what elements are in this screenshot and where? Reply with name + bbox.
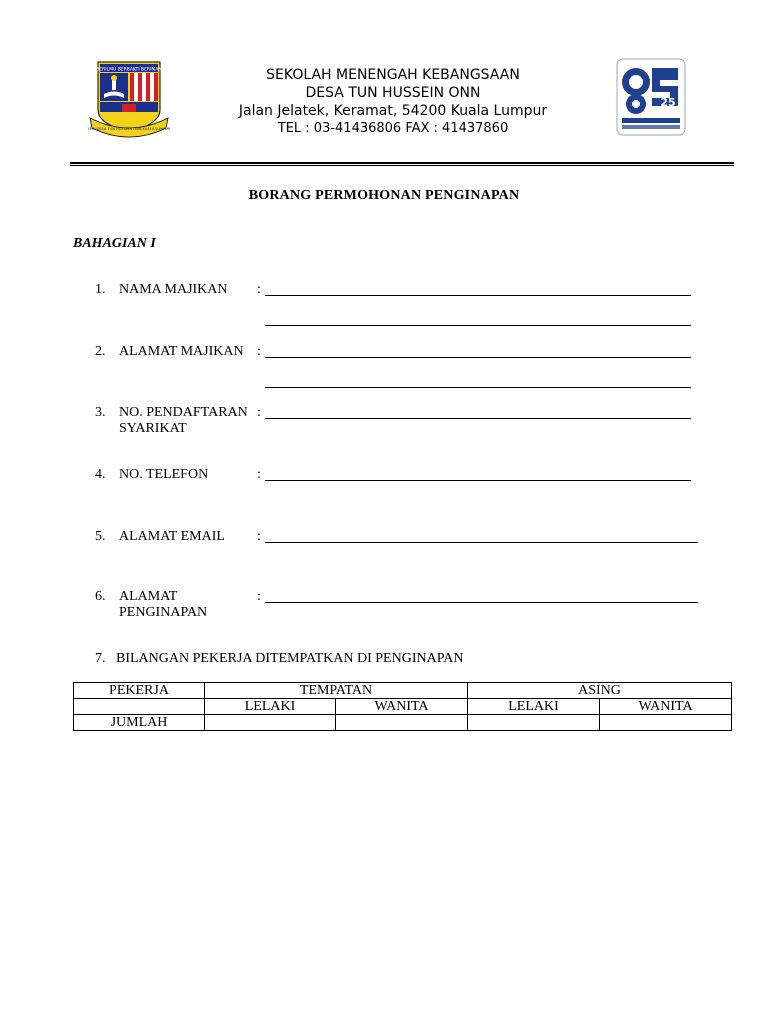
item-6-number: 6.: [95, 589, 106, 604]
item-7: [95, 651, 463, 667]
cell-asing-wanita[interactable]: [600, 715, 732, 731]
no-pendaftaran-line[interactable]: [265, 418, 691, 419]
item-4-colon: :: [257, 467, 261, 482]
cell-asing-lelaki[interactable]: [468, 715, 600, 731]
school-header: [200, 66, 586, 138]
subheader-asing-wanita: WANITA: [600, 699, 732, 715]
item-4-number: 4.: [95, 467, 106, 482]
cell-tempatan-wanita[interactable]: [336, 715, 468, 731]
school-name: SEKOLAH MENENGAH KEBANGSAAN: [266, 67, 520, 83]
school-address: Jalan Jelatek, Keramat, 54200 Kuala Lumpur: [238, 103, 548, 119]
table-header-row: [74, 683, 732, 699]
header-rule: [70, 162, 734, 164]
school-subname: DESA TUN HUSSEIN ONN: [305, 85, 481, 101]
alamat-majikan-line-2[interactable]: [265, 387, 691, 388]
item-3-number: 3.: [95, 405, 106, 420]
item-5-number: 5.: [95, 529, 106, 544]
subheader-tempatan-lelaki: LELAKI: [205, 699, 336, 715]
item-7-label: BILANGAN PEKERJA DITEMPATKAN DI PENGINAPAN: [116, 651, 464, 666]
item-2-number: 2.: [95, 344, 106, 359]
header-rule-thin: [70, 165, 734, 166]
alamat-penginapan-line[interactable]: [265, 602, 698, 603]
nama-majikan-line-2[interactable]: [265, 325, 691, 326]
anniversary-logo: [616, 58, 686, 136]
item-3-label: NO. PENDAFTARAN: [119, 405, 248, 420]
item-3-label-2: SYARIKAT: [119, 421, 187, 436]
item-6-label: ALAMAT: [119, 589, 178, 604]
item-2-colon: :: [257, 344, 261, 359]
item-1-label: NAMA MAJIKAN: [119, 282, 228, 297]
item-5-label: ALAMAT EMAIL: [119, 529, 225, 544]
cell-tempatan-lelaki[interactable]: [205, 715, 336, 731]
item-6-colon: :: [257, 589, 261, 604]
subheader-blank: [74, 699, 205, 715]
item-6-label-2: PENGINAPAN: [119, 605, 208, 620]
row-jumlah-label: JUMLAH: [74, 715, 205, 731]
item-5-colon: :: [257, 529, 261, 544]
subheader-tempatan-wanita: WANITA: [336, 699, 468, 715]
subheader-asing-lelaki: LELAKI: [468, 699, 600, 715]
form-title: BORANG PERMOHONAN PENGINAPAN: [248, 188, 520, 203]
item-1-colon: :: [257, 282, 261, 297]
item-3-colon: :: [257, 405, 261, 420]
header-pekerja: PEKERJA: [74, 683, 205, 699]
header-asing: ASING: [468, 683, 732, 699]
crest-ribbon: SMK DESA TUN HUSSEIN ONN KUALA LUMPUR: [88, 127, 170, 131]
table-row: [74, 715, 732, 731]
no-telefon-line[interactable]: [265, 480, 691, 481]
worker-count-table: [73, 682, 732, 731]
school-contact: TEL : 03-41436806 FAX : 41437860: [277, 121, 509, 136]
table-subheader-row: [74, 699, 732, 715]
crest-motto: BERILMU BERBAKTI BERIMAN: [96, 67, 162, 73]
item-4-label: NO. TELEFON: [119, 467, 209, 482]
alamat-majikan-line[interactable]: [265, 357, 691, 358]
item-2-label: ALAMAT MAJIKAN: [119, 344, 244, 359]
item-1-number: 1.: [95, 282, 106, 297]
logo-number: 25: [660, 96, 676, 109]
school-crest-logo: [88, 58, 170, 146]
section-heading: BAHAGIAN I: [73, 236, 156, 251]
header-tempatan: TEMPATAN: [205, 683, 468, 699]
alamat-email-line[interactable]: [265, 542, 698, 543]
item-7-number: 7.: [95, 651, 106, 666]
nama-majikan-line[interactable]: [265, 295, 691, 296]
